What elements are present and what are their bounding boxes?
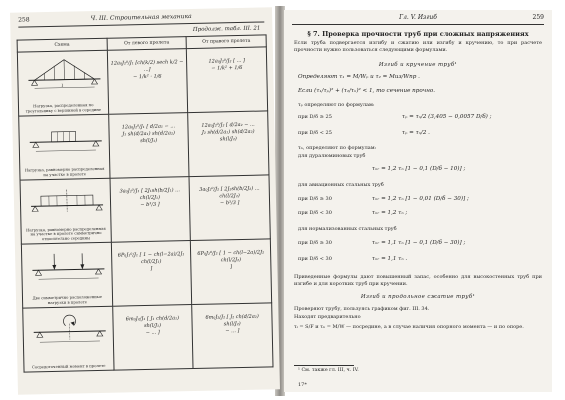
table-row — [21, 239, 271, 308]
formula-line: 3a₀J₂⁰/J₂ [ 2J₂sh(b/2J₂) ... — [199, 185, 260, 193]
scheme-cell — [21, 242, 112, 308]
left-page-number: 258 — [18, 16, 30, 24]
scheme-cell — [20, 178, 111, 244]
table-row — [23, 303, 273, 372]
table-row — [19, 111, 269, 180]
condition-label: при D/δ < 30 — [298, 256, 332, 262]
formula-line: sh(l/J₂) — [219, 136, 237, 143]
formula-cell-right — [188, 111, 269, 177]
scheme-cell — [23, 306, 114, 372]
formula-line: ] — [150, 265, 153, 272]
equation-d: τₙᵣ = 1,2 τₙ [1 − 0,01 (D/δ − 30)] ; — [372, 196, 469, 202]
formula-line: 3a₀J₂⁰/J₁ [ 2J₁sh(b/2J₁) ... — [119, 187, 180, 195]
condition-label: при D/δ ≥ 30 — [298, 196, 332, 202]
right-running-header — [292, 14, 544, 25]
outro-paragraph: Приведенные формулы дают повышенный запас, особенно для высокостенных труб при изгибе и для коротких труб при кручении. — [294, 274, 542, 287]
right-running-head: Гл. V. Изгиб — [399, 14, 437, 21]
equation-a: τₚ = τₙ/2 (3,405 − 0,0057 D/δ) ; — [402, 114, 492, 120]
equation-b: τₚ = τₙ/2 . — [402, 130, 430, 136]
duralumin-label: для дуралюминовых труб — [298, 153, 366, 159]
find-paragraph: Находят предварительно — [294, 314, 361, 320]
table-row — [20, 175, 270, 244]
formula-cell-left — [107, 49, 188, 115]
equation-strength-condition: Если (τ₁/τₚ)² + (τ₂/τₙ)² < 1, то сечение прочно. — [298, 88, 436, 94]
formula-line: 6m₀J₂/J₂ [ J₂ ch(d/2a₂) — [205, 313, 259, 321]
svg-text:l: l — [61, 82, 63, 88]
scheme-caption: Две симметрично расположенные нагрузки в пролете — [32, 294, 103, 305]
formula-line: ch(l/2J₂) — [220, 257, 242, 264]
equation-e: τₙᵣ = 1,2 τₙ ; — [372, 210, 408, 216]
formula-cell-right — [191, 239, 272, 305]
formula-line: 12a₀J₂⁰/J₁ [ch(k/2) sech k/2 − ...] — [110, 59, 184, 73]
table-continuation-label: Продолж. табл. III. 21 — [192, 25, 261, 33]
column-header-left-span: От левого пролета — [107, 37, 187, 51]
formula-line: ch(l/2J₁) — [139, 194, 161, 202]
scheme-caption: Нагрузка, равномерно распределенная на участке в пролете — [24, 166, 105, 177]
formula-line: J₁ sh(d/2a₁) sh(d/2a₂) — [122, 130, 175, 138]
formula-line: − ... ] — [145, 329, 160, 337]
right-page-number: 259 — [532, 14, 544, 21]
formula-cell-left — [108, 113, 189, 179]
formula-line: − 1/k² + 1/6 — [211, 64, 243, 72]
triangular-load-diagram — [20, 53, 107, 91]
formula-line: sh(l/J₁) — [140, 137, 158, 145]
concentrated-moment-diagram — [25, 309, 112, 347]
formula-cell-left — [110, 177, 191, 243]
formula-cell-right — [187, 47, 268, 113]
formula-cell-left — [111, 241, 192, 307]
formula-line: ch(l/2J₁) — [140, 258, 162, 266]
condition-label: при D/δ < 30 — [298, 210, 332, 216]
intro-paragraph: Если труба подвергается изгибу и сжатию или изгибу и кручению, то при расчете прочности нужно пользоваться следующими формулами. — [294, 40, 542, 53]
equation-c: τₙᵣ = 1,2 τₙ [1 − 0,1 (D/δ − 10)] ; — [372, 166, 466, 172]
formula-line: ] — [230, 264, 233, 271]
subsection-bending-torsion: Изгиб и кручение труб¹ — [378, 62, 458, 68]
formula-line: 12a₀J₂⁰/J₁ [ d/2a₁ − ... — [121, 123, 176, 131]
printer-signature: 17* — [298, 382, 307, 388]
equation-define-stresses: Определяют τ₁ = M/Wₚ и τ₂ = Mиз/Wпр . — [298, 74, 420, 80]
aviation-steel-label: для авиационных стальных труб — [298, 182, 384, 188]
scheme-caption: Нагрузка, равномерно распределенная на участке в пролете симметрично относительно середины — [26, 225, 106, 241]
scheme-cell — [17, 50, 108, 116]
check-paragraph: Проверяют трубу, пользуясь графиком фиг. III. 34. — [294, 306, 430, 312]
equation-g: τₙᵣ = 1,1 τₙ . — [372, 256, 408, 262]
subsection-bending-compression: Изгиб и продольное сжатие труб¹ — [360, 294, 476, 300]
footnote: ¹ См. также гл. III, ч. IV. — [298, 368, 359, 373]
normalized-steel-label: для нормализованных стальных труб — [298, 226, 397, 232]
scheme-caption: Нагрузка, распределенная по треугольнику с вершиной в середине — [25, 102, 102, 114]
formula-table — [17, 34, 274, 372]
table-row — [17, 47, 267, 116]
condition-label: при D/δ < 25 — [298, 130, 332, 136]
tau-formulas-label: τₚ определяют по формулам: — [298, 102, 375, 108]
formula-line: − b³/3 ] — [219, 200, 240, 207]
formula-line: sh(l/J₂) — [223, 321, 241, 328]
section-title: § 7. Проверка прочности труб при сложных напряжениях — [307, 30, 529, 38]
formula-line: 12a₀J₂⁰/J₂ [ ... ] — [208, 57, 246, 65]
column-header-right-span: От правого пролета — [186, 35, 266, 49]
left-running-header — [18, 11, 264, 27]
two-point-loads-diagram — [24, 245, 111, 283]
formula-cell-right — [192, 303, 273, 369]
left-page — [10, 7, 280, 394]
formula-cell-right — [189, 175, 270, 241]
right-page — [284, 10, 552, 392]
tau-det-label: τₙ, определяют по формулам: — [298, 145, 377, 151]
formula-line: 6P₀J₁⁰/J₁ [ 1 − ch(l−2a)/2J₁ — [117, 251, 185, 259]
scheme-cell — [19, 114, 110, 180]
stress-definition-paragraph: τᵢ = S/F и τₙ = M/W — посредине, а в случае наличия опорного момента — и по опоре. — [294, 324, 524, 330]
formula-line: 6P₀J₂⁰/J₂ [ 1 − ch(l−2a)/2J₂ — [197, 249, 265, 257]
formula-line: sh(l/J₁) — [144, 322, 162, 330]
left-running-head: Ч. III. Строительная механика — [90, 12, 192, 23]
formula-line: − ... ] — [225, 328, 240, 335]
footnote-rule — [294, 365, 354, 366]
column-header-scheme: Схема — [17, 38, 107, 52]
condition-label: при D/δ ≥ 25 — [298, 114, 332, 120]
equation-f: τₙᵣ = 1,1 τₙ [1 − 0,1 (D/δ − 30)] ; — [372, 240, 466, 246]
partial-uniform-load-diagram — [21, 117, 108, 155]
formula-line: 12a₀J₂⁰/J₂ [ d/2a₂ − ... — [201, 121, 255, 129]
formula-line: − b³/3 ] — [140, 201, 160, 209]
symmetric-partial-load-diagram — [23, 181, 110, 219]
scheme-caption: Сосредоточенный момент в пролете — [31, 362, 106, 369]
formula-line: − 1/k² · 1/6 — [133, 73, 162, 81]
formula-line: ch(l/2J₂) — [219, 193, 240, 200]
formula-line: 6m₀J₂/J₁ [ J₁ ch(d/2a₁) — [125, 315, 180, 323]
formula-cell-left — [112, 305, 193, 371]
condition-label: при D/δ ≥ 30 — [298, 240, 332, 246]
formula-line: J₂ sh(d/2a₁) sh(d/2a₂) — [201, 128, 255, 136]
